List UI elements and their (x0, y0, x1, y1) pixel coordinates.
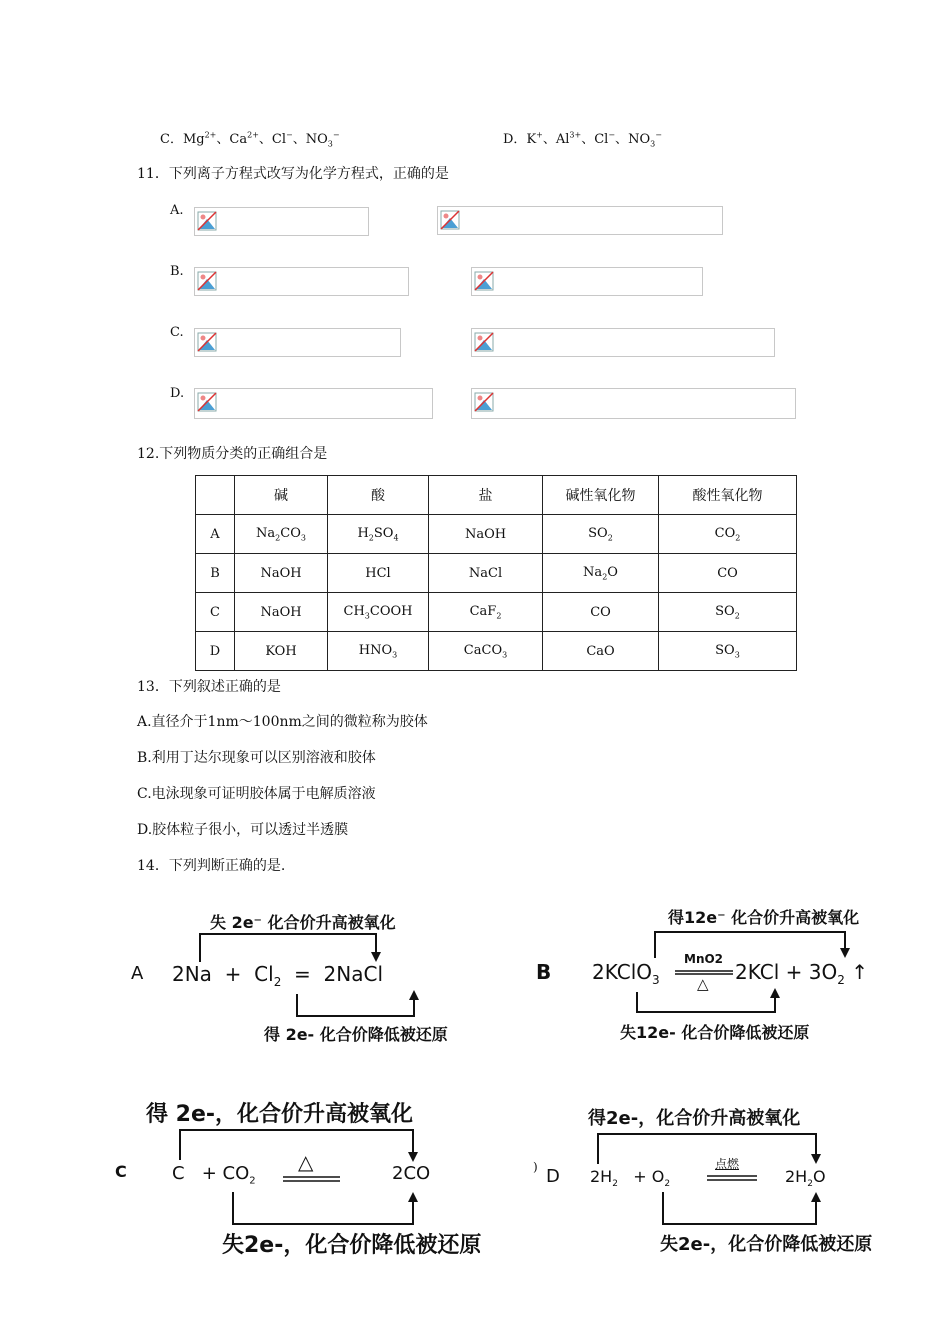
table-cell: CO (543, 593, 659, 632)
diagram-a-top-note: 失 2e⁻ 化合价升高被氧化 (210, 913, 396, 932)
diagram-b-equation-left: 2KClO$_3$ (592, 960, 660, 987)
table-cell: CaO (543, 632, 659, 671)
table-cell: $CO_2$ (659, 515, 797, 554)
q13-option-d: D.胶体粒子很小，可以透过半透膜 (137, 822, 349, 838)
q13-option-c: C.电泳现象可证明胶体属于电解质溶液 (137, 786, 376, 802)
table-header-cell: 酸性氧化物 (659, 476, 797, 515)
table-cell: NaOH (429, 515, 543, 554)
diagram-b-heat: △ (697, 975, 709, 993)
q13-option-a: A.直径介于1nm～100nm之间的微粒称为胶体 (137, 714, 428, 730)
table-header-cell: 碱 (235, 476, 328, 515)
diagram-c-bottom-note: 失2e-，化合价降低被还原 (222, 1233, 482, 1258)
diagram-b-bottom-note: 失12e- 化合价降低被还原 (620, 1023, 810, 1042)
diagram-c-equation-left: C + $CO_2$ (172, 1163, 256, 1187)
diagram-b-catalyst: MnO2 (684, 952, 724, 966)
q14-stem: 14．下列判断正确的是. (137, 858, 286, 874)
table-header-cell: 酸 (328, 476, 429, 515)
q11-option-c-label: C. (170, 325, 184, 340)
q10-option-c: C．$Mg^{2+}$、$Ca^{2+}$、Cl−、$NO_3^-$ (160, 130, 340, 149)
q11-option-d-label: D. (170, 386, 185, 401)
table-cell: NaOH (235, 554, 328, 593)
diagram-d-condition: 点燃 (715, 1157, 740, 1171)
table-header-cell: 盐 (429, 476, 543, 515)
q10-option-d: D．K+、$Al^{3+}$、Cl−、$NO_3^-$ (503, 130, 662, 149)
diagram-a-bottom-note: 得 2e- 化合价降低被还原 (264, 1025, 448, 1044)
row-label: D (196, 632, 235, 671)
diagram-d-bottom-note: 失2e-，化合价降低被还原 (660, 1234, 873, 1255)
diagram-b-top-note: 得12e⁻ 化合价升高被氧化 (668, 908, 860, 927)
table-cell: $HNO_3$ (328, 632, 429, 671)
diagram-a-equation: $2Na + Cl_2$ = 2NaCl (172, 962, 383, 989)
row-label: C (196, 593, 235, 632)
table-cell: $SO_2$ (543, 515, 659, 554)
q12-stem: 12.下列物质分类的正确组合是 (137, 446, 328, 462)
q13-stem: 13．下列叙述正确的是 (137, 679, 281, 695)
diagram-d-letter: D (546, 1166, 560, 1187)
table-cell: NaOH (235, 593, 328, 632)
diagram-d-equation-left: $2H_2$ + $O_2$ (590, 1167, 671, 1190)
diagram-d-top-note: 得2e-，化合价升高被氧化 (588, 1108, 801, 1129)
diagram-c-equation-right: 2CO (392, 1163, 431, 1184)
table-cell: CaF$_2$ (429, 593, 543, 632)
row-label: A (196, 515, 235, 554)
row-label: B (196, 554, 235, 593)
table-cell: CO (659, 554, 797, 593)
table-cell: $Na_2CO_3$ (235, 515, 328, 554)
diagram-d-paren: ) (533, 1160, 538, 1174)
table-cell: HCl (328, 554, 429, 593)
diagram-d-equation-right: $2H_2O$ (785, 1167, 826, 1190)
table-cell: $H_2SO_4$ (328, 515, 429, 554)
diagram-b-letter: B (536, 960, 552, 984)
diagram-c-heat: △ (298, 1150, 314, 1174)
table-header-cell: 碱性氧化物 (543, 476, 659, 515)
table-cell: NaCl (429, 554, 543, 593)
table-cell: $Na_2O$ (543, 554, 659, 593)
q11-option-b-label: B. (170, 264, 184, 279)
table-cell: KOH (235, 632, 328, 671)
q13-option-b: B.利用丁达尔现象可以区别溶液和胶体 (137, 750, 376, 766)
table-cell: CaCO$_3$ (429, 632, 543, 671)
diagram-b-equation-right: $2KCl + 3O_2$ ↑ (735, 960, 868, 987)
diagram-c-top-note: 得 2e-，化合价升高被氧化 (146, 1102, 414, 1127)
diagram-c-letter: C (115, 1162, 127, 1181)
q11-option-a-label: A. (170, 203, 184, 218)
diagram-a-letter: A (131, 963, 144, 984)
table-cell: $SO_2$ (659, 593, 797, 632)
q11-stem: 11．下列离子方程式改写为化学方程式，正确的是 (137, 166, 449, 182)
table-cell: $CH_3COOH$ (328, 593, 429, 632)
table-cell: $SO_3$ (659, 632, 797, 671)
